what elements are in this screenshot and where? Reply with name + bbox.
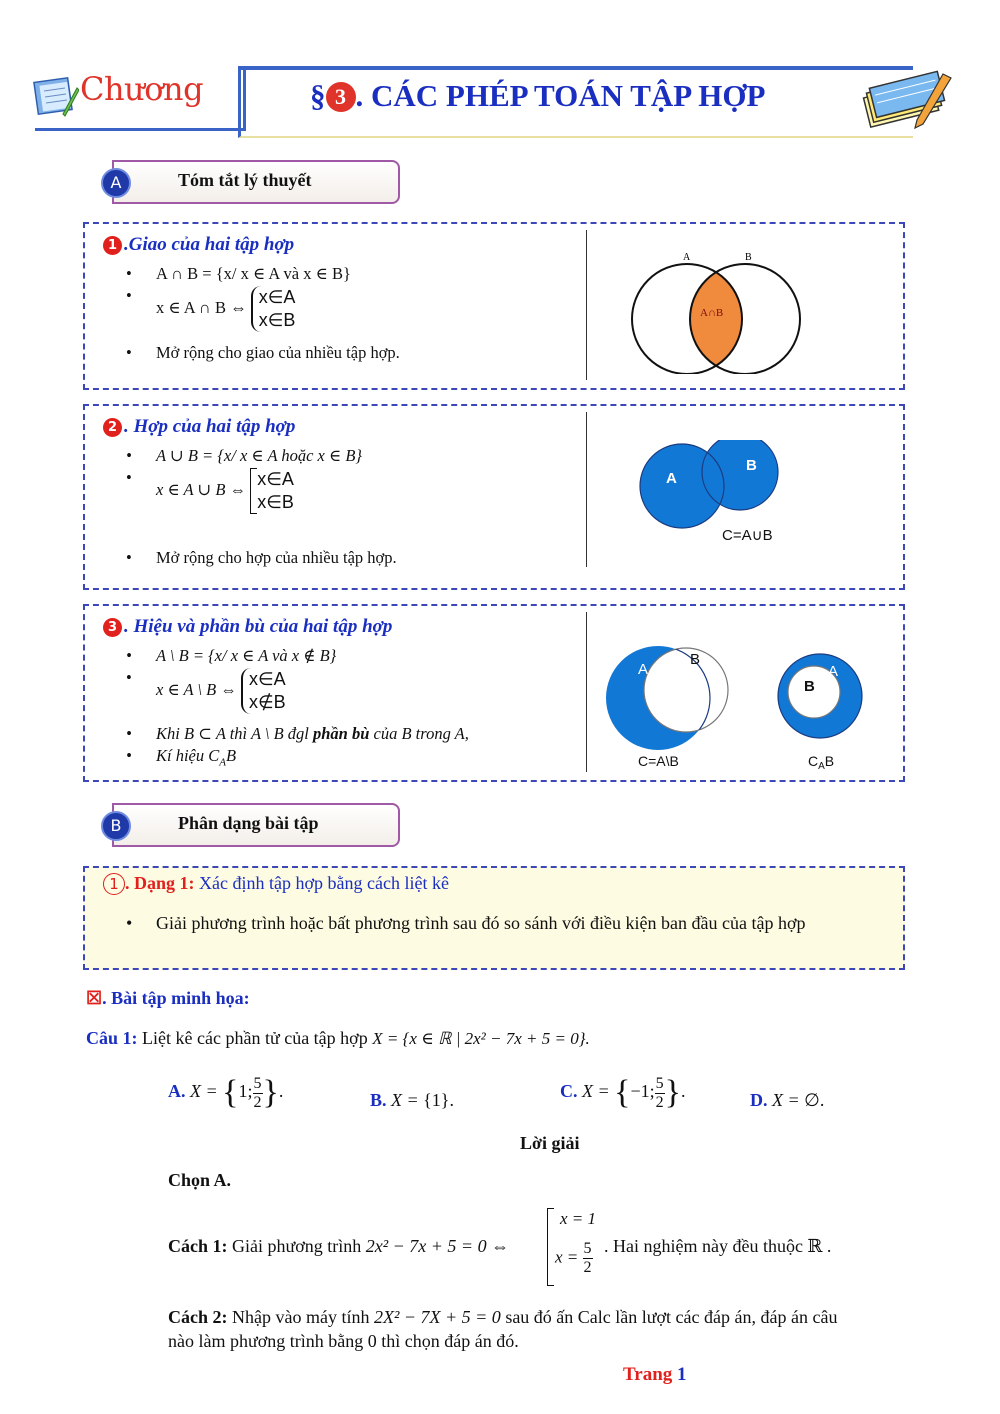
numerator: 5 <box>583 1240 592 1257</box>
solution-title: Lời giải <box>520 1133 580 1153</box>
equation-system <box>251 286 296 332</box>
option-post: . <box>819 1090 825 1110</box>
system-line: x∉B <box>248 692 286 712</box>
union-heading <box>103 416 295 438</box>
option-pre: X = <box>582 1081 615 1102</box>
venn-caption: C=A∪B <box>722 527 773 544</box>
system-line: x∈A <box>248 669 286 689</box>
system-line: x∈B <box>257 492 294 512</box>
solution-line-2 <box>555 1240 593 1277</box>
section-title <box>310 78 765 114</box>
fraction <box>583 1240 593 1277</box>
system-line: x∈A <box>257 469 294 489</box>
number-ball: 1 <box>103 236 122 255</box>
section-title-text: . CÁC PHÉP TOÁN TẬP HỢP <box>355 78 766 113</box>
part-b-label: Phân dạng bài tập <box>178 813 319 833</box>
denominator: 2 <box>253 1093 262 1111</box>
complement-notation <box>156 746 236 768</box>
question-text: Liệt kê các phần tử của tập hợp <box>137 1028 373 1048</box>
text: B <box>226 746 237 765</box>
chosen-answer: Chọn A. <box>168 1170 232 1190</box>
divider <box>586 412 587 567</box>
illustration-label: . Bài tập minh họa: <box>102 988 250 1008</box>
complement-definition <box>156 724 469 744</box>
method-label: Cách 1: <box>168 1236 228 1256</box>
venn-label-b: B <box>746 457 757 474</box>
difference-venn-diagram <box>600 636 740 772</box>
venn-label-a: A <box>683 252 691 263</box>
text: Khi B ⊂ A thì A \ B đgl <box>156 724 313 743</box>
denominator: 2 <box>583 1259 592 1276</box>
method-text: sau đó ấn Calc lần lượt các đáp án, đáp án câu <box>500 1307 838 1327</box>
number-ball: 3 <box>103 618 122 637</box>
text: phần bù <box>313 724 370 743</box>
system-line: x∈B <box>258 310 296 330</box>
venn-label-a: A <box>666 470 677 487</box>
notebook-icon <box>33 74 79 118</box>
checkbox-x-icon: ☒ <box>86 988 103 1008</box>
option-key: A. <box>168 1081 186 1102</box>
heading-text: . Hợp của hai tập hợp <box>124 416 296 437</box>
union-definition: • A ∪ B = {x/ x ∈ A hoặc x ∈ B} <box>156 446 362 466</box>
numerator: 5 <box>655 1074 664 1092</box>
type-label: . Dạng 1: <box>125 873 195 893</box>
union-venn-diagram <box>636 440 796 548</box>
solution-pre: x = <box>555 1247 583 1267</box>
brace-left: { <box>614 1074 631 1111</box>
type-text: Xác định tập hợp bằng cách liệt kê <box>194 873 449 893</box>
divider <box>586 230 587 380</box>
intersection-extension: • Mở rộng cho giao của nhiều tập hợp. <box>156 343 400 363</box>
equation-system <box>241 668 286 714</box>
number-ball: 2 <box>103 418 122 437</box>
type-number: 1 <box>103 873 125 895</box>
method-1-conclusion: . Hai nghiệm này đều thuộc ℝ . <box>604 1236 832 1256</box>
brace-right: } <box>664 1074 681 1111</box>
divider <box>586 612 587 772</box>
option-value: 1; <box>238 1081 253 1102</box>
method-text: Nhập vào máy tính <box>227 1307 374 1327</box>
venn-label-a: A <box>638 661 649 678</box>
part-b-badge: B <box>101 811 131 841</box>
equivalence-lhs: x ∈ A \ B ⇔ <box>156 679 237 699</box>
option-value: ∅ <box>804 1090 820 1110</box>
venn-caption: C=A\B <box>638 753 679 769</box>
intersection-venn-diagram <box>625 244 810 374</box>
option-pre: X = <box>391 1090 424 1110</box>
option-post: . <box>278 1081 284 1102</box>
solution-line-1: x = 1 <box>560 1209 597 1228</box>
complement-venn-diagram <box>772 646 872 772</box>
method-2-line-2: nào làm phương trình bằng 0 thì chọn đáp án đó. <box>168 1331 519 1351</box>
text: Kí hiệu C <box>156 746 220 765</box>
option-b[interactable] <box>370 1090 454 1111</box>
brace-left: { <box>222 1074 239 1111</box>
illustration-heading <box>86 988 250 1009</box>
union-equivalence <box>156 468 294 514</box>
union-extension: • Mở rộng cho hợp của nhiều tập hợp. <box>156 548 397 568</box>
intersection-definition: • A ∩ B = {x/ x ∈ A và x ∈ B} <box>156 264 351 284</box>
part-a-badge: A <box>101 168 131 198</box>
text: A <box>219 756 226 769</box>
section-prefix: § <box>310 78 326 113</box>
heading-text: .Giao của hai tập hợp <box>124 234 295 255</box>
option-c[interactable] <box>560 1074 685 1112</box>
option-value: {1} <box>423 1090 450 1110</box>
equation-system <box>250 468 294 514</box>
option-post: . <box>680 1081 686 1102</box>
system-line: x∈A <box>258 287 296 307</box>
fraction <box>253 1075 263 1112</box>
difference-heading <box>103 616 392 638</box>
caption-main: C <box>808 753 819 769</box>
caption-sub: A <box>818 761 825 772</box>
question-1 <box>86 1028 590 1049</box>
heading-text: . Hiệu và phần bù của hai tập hợp <box>124 616 393 637</box>
venn-label-a: A <box>828 663 839 680</box>
venn-caption <box>808 753 834 772</box>
option-a[interactable] <box>168 1074 283 1112</box>
method-1 <box>168 1236 509 1257</box>
notes-pencil-icon <box>855 66 955 132</box>
venn-label-b: B <box>745 252 752 263</box>
fraction <box>655 1075 665 1112</box>
type-method: • Giải phương trình hoặc bất phương trình sau đó so sánh với điều kiện ban đầu của tập hợp <box>156 913 805 934</box>
method-label: Cách 2: <box>168 1307 228 1327</box>
page-footer <box>623 1364 687 1386</box>
intersection-heading <box>103 234 294 256</box>
option-post: . <box>449 1090 454 1110</box>
caption-post: B <box>824 753 835 769</box>
text: của B trong A, <box>369 724 469 743</box>
equivalence-lhs: x ∈ A ∪ B ⇔ <box>156 479 247 499</box>
difference-equivalence <box>156 668 286 714</box>
option-pre: X = <box>772 1090 805 1110</box>
question-label: Câu 1: <box>86 1028 138 1048</box>
page-label: Trang <box>623 1364 678 1385</box>
option-d[interactable] <box>750 1090 824 1111</box>
page-number: 1 <box>677 1364 687 1385</box>
option-key: B. <box>370 1090 387 1110</box>
option-key: C. <box>560 1081 578 1102</box>
option-pre: X = <box>190 1081 223 1102</box>
question-set: X = {x ∈ ℝ | 2x² − 7x + 5 = 0}. <box>372 1029 590 1048</box>
difference-definition: • A \ B = {x/ x ∈ A và x ∉ B} <box>156 646 336 666</box>
venn-label-b: B <box>804 678 815 695</box>
intersection-equivalence <box>156 286 295 332</box>
type-heading <box>103 873 449 895</box>
section-number-badge: 3 <box>326 82 356 112</box>
method-equation: 2X² − 7X + 5 = 0 <box>373 1307 501 1327</box>
denominator: 2 <box>655 1093 664 1111</box>
option-key: D. <box>750 1090 768 1110</box>
option-value: −1; <box>630 1081 655 1102</box>
method-2 <box>168 1307 837 1328</box>
numerator: 5 <box>253 1074 262 1092</box>
part-a-label: Tóm tắt lý thuyết <box>178 170 312 190</box>
method-text: Giải phương trình <box>227 1236 366 1256</box>
venn-label-b: B <box>690 651 701 668</box>
method-equation: 2x² − 7x + 5 = 0 ⇔ <box>365 1236 510 1256</box>
venn-center-label: A∩B <box>700 307 724 319</box>
chapter-label: Chương <box>80 70 204 108</box>
brace-right: } <box>262 1074 279 1111</box>
equivalence-lhs: x ∈ A ∩ B ⇔ <box>156 297 247 317</box>
